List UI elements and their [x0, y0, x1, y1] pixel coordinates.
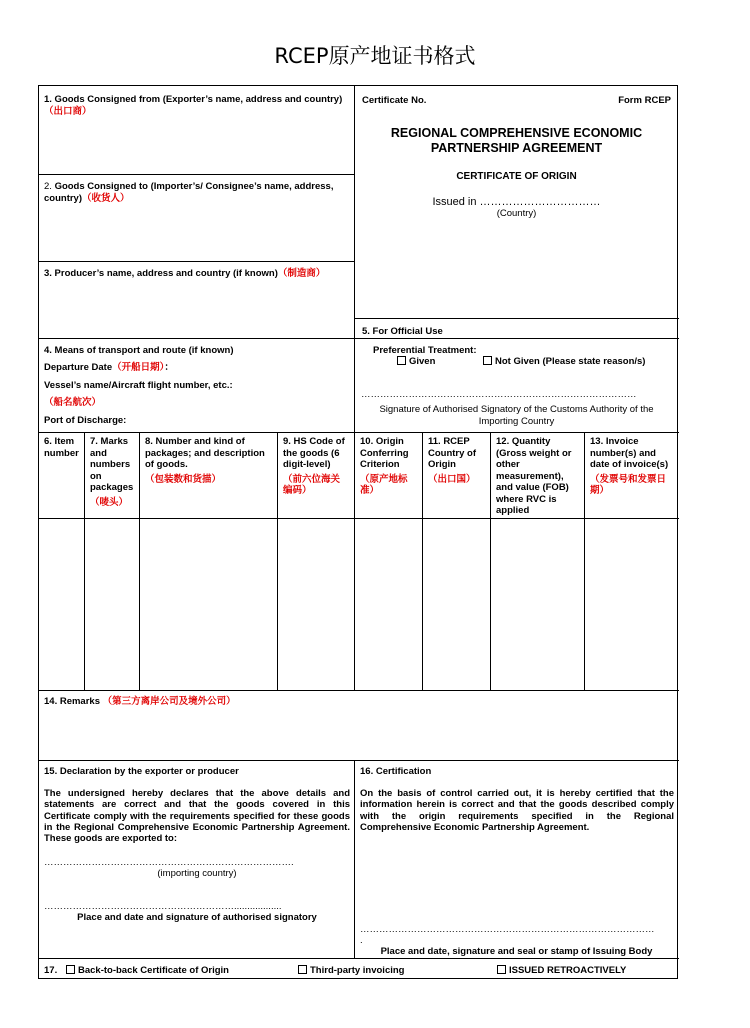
divider	[39, 760, 679, 761]
vessel-name-label: Vessel’s name/Aircraft flight number, etc.:	[44, 380, 233, 391]
divider	[39, 261, 354, 262]
divider	[39, 338, 679, 339]
exporter-signature-caption: Place and date and signature of authorised signatory	[77, 912, 317, 923]
third-party-invoicing-checkbox[interactable]: Third-party invoicing	[298, 965, 404, 977]
col-hs-code-header: 9. HS Code of the goods (6 digit-level) （前六位海关编码）	[283, 436, 345, 496]
given-checkbox[interactable]: Given	[397, 356, 435, 368]
producer-field[interactable]	[39, 284, 354, 338]
exporter-field[interactable]	[39, 116, 354, 174]
importing-country-line[interactable]: …………………………………………………………………….	[44, 857, 294, 868]
form-rcep-label: Form RCEP	[618, 95, 671, 106]
checkbox-icon	[397, 356, 406, 365]
official-signature-line: ……………………………………………………………………………	[361, 389, 637, 400]
certification-text: On the basis of control carried out, it is hereby certified that the information herein is correct and that the goods described comply with the origin requirements specified in the Regional Comprehensive Economic Partnership Agreement.	[360, 788, 674, 833]
declaration-text: The undersigned hereby declares that the above details and statements are correct and that the goods covered in this Certificate comply with the requirements specified for these goods in the Regional Comprehensive Economic Partnership Agreement. These goods are exported to:	[44, 788, 350, 845]
vessel-name-cn: （船名航次）	[44, 397, 102, 408]
col-item-number-header: 6. Item number	[44, 436, 79, 459]
box14-label: 14. Remarks （第三方离岸公司及境外公司）	[44, 696, 236, 707]
rcep-certificate-form	[38, 85, 678, 979]
certificate-of-origin-heading: CERTIFICATE OF ORIGIN	[456, 171, 577, 182]
box4-label: 4. Means of transport and route (if known)	[44, 345, 234, 356]
exporter-signature-line[interactable]: ……………………………………………………..................	[44, 901, 282, 912]
importing-country-caption: (importing country)	[157, 868, 237, 879]
country-caption: (Country)	[496, 208, 537, 219]
consignee-field[interactable]	[39, 206, 354, 261]
col-description-header: 8. Number and kind of packages; and description of goods. （包装数和货描）	[145, 436, 265, 485]
col-marks-header: 7. Marks and numbers on packages （唛头）	[90, 436, 134, 508]
col-invoice-header: 13. Invoice number(s) and date of invoice(s) （发票号和发票日期）	[590, 436, 669, 496]
box2-label: 2. Goods Consigned to (Importer’s/ Consignee’s name, address, country)（收货人）	[44, 181, 334, 204]
box16-label: 16. Certification	[360, 766, 432, 777]
box15-label: 15. Declaration by the exporter or producer	[44, 766, 239, 777]
box1-label: 1. Goods Consigned from (Exporter’s name, address and country)（出口商）	[44, 94, 343, 117]
divider	[39, 174, 354, 175]
checkbox-icon	[298, 965, 307, 974]
port-of-discharge-label: Port of Discharge:	[44, 415, 127, 426]
signature-line-end: .	[360, 935, 363, 946]
checkbox-icon	[497, 965, 506, 974]
divider	[39, 690, 679, 691]
official-signature-caption: Signature of Authorised Signatory of the Customs Authority of the Importing Country	[379, 404, 654, 427]
col-quantity-header: 12. Quantity (Gross weight or other measurement), and value (FOB) where RVC is applied	[496, 436, 572, 516]
departure-date-label: Departure Date（开船日期）：	[44, 362, 174, 373]
goods-table-body[interactable]	[39, 519, 679, 690]
divider	[39, 958, 679, 959]
issued-in-field[interactable]: Issued in ……………………………	[432, 196, 601, 208]
certificate-no-label: Certificate No.	[362, 95, 427, 106]
divider	[354, 760, 355, 958]
col-country-of-origin-header: 11. RCEP Country of Origin （出口国）	[428, 436, 477, 485]
preferential-treatment-label: Preferential Treatment:	[373, 345, 477, 356]
back-to-back-checkbox[interactable]: Back-to-back Certificate of Origin	[66, 965, 229, 977]
divider	[39, 432, 679, 433]
col-origin-criterion-header: 10. Origin Conferring Criterion （原产地标准）	[360, 436, 409, 496]
divider	[354, 318, 679, 319]
page-title: RCEP原产地证书格式	[274, 44, 476, 68]
issued-retroactively-checkbox[interactable]: ISSUED RETROACTIVELY	[497, 965, 626, 977]
checkbox-icon	[66, 965, 75, 974]
issuing-body-signature-caption: Place and date, signature and seal or stamp of Issuing Body	[380, 946, 653, 957]
remarks-field[interactable]	[39, 711, 679, 760]
issuing-body-signature-line[interactable]: …………………………………………………………………………………	[360, 924, 655, 935]
not-given-checkbox[interactable]: Not Given (Please state reason/s)	[483, 356, 645, 368]
box17-number: 17.	[44, 965, 58, 976]
box3-label: 3. Producer’s name, address and country (if known)（制造商）	[44, 268, 326, 279]
box5-label: 5. For Official Use	[362, 326, 443, 337]
checkbox-icon	[483, 356, 492, 365]
agreement-title: REGIONAL COMPREHENSIVE ECONOMIC PARTNERSHIP AGREEMENT	[390, 126, 643, 155]
